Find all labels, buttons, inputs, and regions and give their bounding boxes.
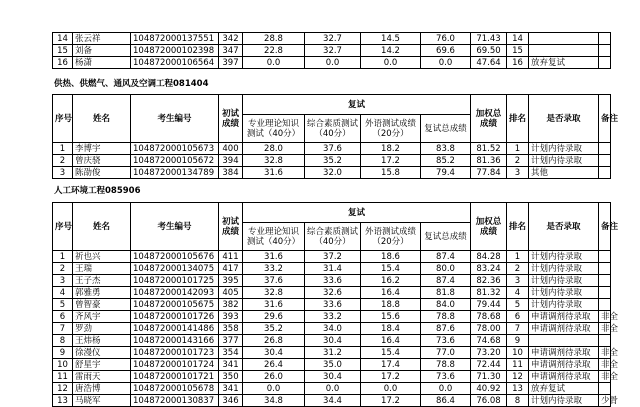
table-row (53, 323, 611, 335)
table-cell: 0.0 (243, 383, 305, 395)
table-row (53, 395, 611, 407)
col-exam-id: 考生编号 (131, 203, 219, 251)
table-cell: 张云祥 (73, 33, 131, 45)
table-row (53, 311, 611, 323)
table-cell: 2 (507, 263, 529, 275)
table-cell: 0.0 (361, 383, 421, 395)
table-cell: 400 (219, 143, 243, 155)
table-cell: 104872000134789 (131, 167, 219, 179)
table-cell: 35.0 (305, 359, 361, 371)
table-cell: 28.0 (243, 143, 305, 155)
table-cell: 78.00 (471, 323, 507, 335)
table-cell: 32.7 (305, 45, 361, 57)
table-row (53, 251, 611, 263)
table-cell: 13 (53, 395, 73, 407)
table-cell: 非全 (599, 347, 611, 359)
table-cell: 0.0 (421, 383, 471, 395)
table-cell: 10 (53, 359, 73, 371)
table-cell: 李博宇 (73, 143, 131, 155)
table-cell: 曾智豪 (73, 299, 131, 311)
table-cell: 411 (219, 251, 243, 263)
table-cell: 3 (507, 167, 529, 179)
table-cell: 申请调剂待录取 (529, 311, 599, 323)
table-cell: 14.2 (361, 45, 421, 57)
table-cell (599, 383, 611, 395)
table-cell: 81.32 (471, 287, 507, 299)
col-weighted: 加权总成绩 (471, 203, 507, 251)
col-weighted: 加权总成绩 (471, 95, 507, 143)
table-row (53, 143, 611, 155)
table-cell: 9 (53, 347, 73, 359)
table-cell: 354 (219, 347, 243, 359)
col-name: 姓名 (73, 95, 131, 143)
table-cell: 杨潇 (73, 57, 131, 69)
table-cell (599, 335, 611, 347)
table-cell: 104872000105672 (131, 155, 219, 167)
col-quality: 综合素质测试（40分） (305, 115, 361, 143)
table-cell: 104872000134075 (131, 263, 219, 275)
col-admit: 是否录取 (529, 95, 599, 143)
table-cell: 83.24 (471, 263, 507, 275)
table-cell: 16 (53, 57, 73, 69)
table-cell: 15 (507, 45, 529, 57)
table-cell: 26.4 (243, 359, 305, 371)
table-cell: 计划内待录取 (529, 299, 599, 311)
table-cell: 32.7 (305, 33, 361, 45)
table-cell: 395 (219, 275, 243, 287)
table-cell: 14.5 (361, 33, 421, 45)
table-cell: 计划内待录取 (529, 275, 599, 287)
col-seq: 序号 (53, 95, 73, 143)
col-retest: 复试 (243, 203, 471, 223)
table-cell: 13 (507, 383, 529, 395)
col-exam-id: 考生编号 (131, 95, 219, 143)
table-cell: 87.4 (421, 251, 471, 263)
table-cell: 0.0 (361, 57, 421, 69)
table-cell: 73.20 (471, 347, 507, 359)
table-cell: 29.6 (243, 311, 305, 323)
table-cell: 104872000101721 (131, 371, 219, 383)
top-table (52, 32, 611, 69)
table-cell: 舒星宇 (73, 359, 131, 371)
table-row (53, 299, 611, 311)
table-cell: 15.4 (361, 263, 421, 275)
table-cell: 5 (53, 299, 73, 311)
table-cell: 2 (53, 155, 73, 167)
table-cell: 104872000105678 (131, 383, 219, 395)
table-cell: 104872000101725 (131, 275, 219, 287)
table-cell: 1 (53, 251, 73, 263)
table-cell: 82.36 (471, 275, 507, 287)
table-cell: 35.2 (243, 323, 305, 335)
table-cell: 382 (219, 299, 243, 311)
table-cell: 0.0 (305, 383, 361, 395)
table-cell: 84.28 (471, 251, 507, 263)
table-cell: 384 (219, 167, 243, 179)
table-cell (599, 57, 611, 69)
table-row (53, 263, 611, 275)
table-cell: 69.50 (471, 45, 507, 57)
table-cell: 15 (53, 45, 73, 57)
table-cell: 12 (507, 371, 529, 383)
table-cell: 刘备 (73, 45, 131, 57)
section-title: 人工环境工程085906 (54, 186, 141, 196)
table-cell: 放弃复试 (529, 383, 599, 395)
table-cell: 12 (53, 383, 73, 395)
table-cell: 1 (507, 143, 529, 155)
col-initial: 初试成绩 (219, 95, 243, 143)
col-retest-total: 复试总成绩 (421, 223, 471, 251)
table-cell: 非全 (599, 323, 611, 335)
table-cell (599, 155, 611, 167)
col-seq: 序号 (53, 203, 73, 251)
table-cell: 104872000143166 (131, 335, 219, 347)
col-initial: 初试成绩 (219, 203, 243, 251)
table-cell: 30.4 (305, 335, 361, 347)
table-cell: 73.6 (421, 371, 471, 383)
table-cell: 74.68 (471, 335, 507, 347)
table-cell: 83.8 (421, 143, 471, 155)
table-cell: 32.6 (305, 287, 361, 299)
table-cell: 3 (53, 275, 73, 287)
table-cell: 76.08 (471, 395, 507, 407)
table-cell (599, 33, 611, 45)
table-cell: 104872000102398 (131, 45, 219, 57)
table-cell: 79.4 (421, 167, 471, 179)
table-cell: 7 (53, 323, 73, 335)
table-cell: 4 (507, 287, 529, 299)
table-cell: 33.2 (305, 311, 361, 323)
table-cell: 104872000105675 (131, 299, 219, 311)
table-cell: 31.2 (305, 347, 361, 359)
section1-table (52, 94, 619, 179)
table-cell: 15.4 (361, 347, 421, 359)
table-cell: 26.0 (243, 371, 305, 383)
table-row (53, 335, 611, 347)
table-cell: 87.6 (421, 323, 471, 335)
table-cell: 16.4 (361, 287, 421, 299)
table-cell: 10 (507, 347, 529, 359)
table-cell: 1 (53, 143, 73, 155)
table-cell: 87.4 (421, 275, 471, 287)
table-cell: 非全 (599, 359, 611, 371)
table-cell: 18.6 (361, 251, 421, 263)
table-cell: 陈劭俊 (73, 167, 131, 179)
table-cell: 80.0 (421, 263, 471, 275)
table-cell: 计划内待录取 (529, 263, 599, 275)
table-cell: 405 (219, 287, 243, 299)
table-cell (599, 299, 611, 311)
table-cell: 71.30 (471, 371, 507, 383)
table-cell: 32.8 (243, 155, 305, 167)
table-cell: 0.0 (243, 57, 305, 69)
table-cell (599, 275, 611, 287)
col-foreign: 外语测试成绩（20分） (361, 115, 421, 143)
table-cell: 104872000106564 (131, 57, 219, 69)
table-cell: 31.6 (243, 251, 305, 263)
table-cell: 37.6 (243, 275, 305, 287)
table-cell: 申请调剂待录取 (529, 359, 599, 371)
table-cell: 计划内待录取 (529, 251, 599, 263)
table-cell (529, 33, 599, 45)
table-cell: 3 (507, 275, 529, 287)
table-cell: 6 (507, 311, 529, 323)
table-cell: 9 (507, 335, 529, 347)
table-cell: 唐浩博 (73, 383, 131, 395)
table-cell: 11 (53, 371, 73, 383)
table-cell: 71.43 (471, 33, 507, 45)
table-row (53, 155, 611, 167)
table-cell: 14 (507, 33, 529, 45)
table-cell: 申请调剂待录取 (529, 323, 599, 335)
table-cell: 32.8 (243, 287, 305, 299)
col-quality: 综合素质测试（40分） (305, 223, 361, 251)
table-row (53, 383, 611, 395)
table-cell: 37.6 (305, 143, 361, 155)
table-cell: 28.8 (243, 33, 305, 45)
table-cell: 王瑞 (73, 263, 131, 275)
table-cell: 350 (219, 371, 243, 383)
col-rank: 排名 (507, 95, 529, 143)
table-cell: 81.8 (421, 287, 471, 299)
table-cell (529, 335, 599, 347)
table-cell: 37.2 (305, 251, 361, 263)
table-cell (599, 143, 611, 155)
table-cell: 16.4 (361, 335, 421, 347)
table-cell: 34.4 (305, 395, 361, 407)
table-cell: 8 (53, 335, 73, 347)
table-cell (599, 45, 611, 57)
table-cell: 3 (53, 167, 73, 179)
table-cell: 377 (219, 335, 243, 347)
col-rank: 排名 (507, 203, 529, 251)
table-cell (599, 287, 611, 299)
table-cell: 84.0 (421, 299, 471, 311)
table-cell: 郭雅勇 (73, 287, 131, 299)
table-cell: 79.44 (471, 299, 507, 311)
col-prof: 专业理论知识测试（40分） (243, 223, 305, 251)
table-cell: 非全 (599, 371, 611, 383)
table-cell: 30.4 (305, 371, 361, 383)
table-cell: 81.52 (471, 143, 507, 155)
table-cell: 徐漫仪 (73, 347, 131, 359)
table-cell: 非全 (599, 311, 611, 323)
table-row (53, 33, 611, 45)
table-cell: 放弃复试 (529, 57, 599, 69)
table-cell: 罗劲 (73, 323, 131, 335)
table-cell: 77.84 (471, 167, 507, 179)
section-title: 供热、供燃气、通风及空调工程081404 (54, 79, 209, 89)
table-cell: 少骨 (599, 395, 611, 407)
table-cell: 26.8 (243, 335, 305, 347)
col-note: 备注 (599, 95, 611, 143)
table-cell: 18.8 (361, 299, 421, 311)
table-cell (599, 263, 611, 275)
table-cell: 0.0 (305, 57, 361, 69)
table-cell: 78.8 (421, 311, 471, 323)
table-cell: 2 (53, 263, 73, 275)
table-cell: 73.6 (421, 335, 471, 347)
table-cell: 104872000137551 (131, 33, 219, 45)
table-cell: 40.92 (471, 383, 507, 395)
table-cell: 7 (507, 323, 529, 335)
table-cell: 346 (219, 395, 243, 407)
table-cell: 104872000101724 (131, 359, 219, 371)
table-cell: 曾庆骁 (73, 155, 131, 167)
table-cell: 申请调剂待录取 (529, 347, 599, 359)
table-cell: 86.4 (421, 395, 471, 407)
table-row (53, 359, 611, 371)
table-cell: 104872000105673 (131, 143, 219, 155)
table-cell: 计划内待录取 (529, 155, 599, 167)
table-cell: 31.6 (243, 167, 305, 179)
col-retest: 复试 (243, 95, 471, 115)
table-row (53, 287, 611, 299)
table-cell: 72.44 (471, 359, 507, 371)
table-cell (599, 167, 611, 179)
table-cell: 14 (53, 33, 73, 45)
table-row (53, 275, 611, 287)
table-cell: 76.0 (421, 33, 471, 45)
table-cell: 17.2 (361, 395, 421, 407)
table-cell: 69.6 (421, 45, 471, 57)
col-retest-total: 复试总成绩 (421, 115, 471, 143)
table-cell: 计划内待录取 (529, 395, 599, 407)
table-cell: 16 (507, 57, 529, 69)
table-cell: 6 (53, 311, 73, 323)
table-cell: 341 (219, 359, 243, 371)
table-cell: 104872000130837 (131, 395, 219, 407)
table-cell: 18.2 (361, 143, 421, 155)
table-cell: 81.36 (471, 155, 507, 167)
table-cell: 17.2 (361, 371, 421, 383)
col-note: 备注 (599, 203, 611, 251)
table-cell: 15.8 (361, 167, 421, 179)
table-cell: 22.8 (243, 45, 305, 57)
table-cell: 397 (219, 57, 243, 69)
table-cell: 341 (219, 383, 243, 395)
table-cell: 104872000105676 (131, 251, 219, 263)
section2-table (52, 202, 619, 407)
table-cell: 雷雨天 (73, 371, 131, 383)
table-cell: 33.2 (243, 263, 305, 275)
table-cell: 11 (507, 359, 529, 371)
table-cell: 16.2 (361, 275, 421, 287)
table-cell: 8 (507, 395, 529, 407)
table-row (53, 347, 611, 359)
table-cell: 394 (219, 155, 243, 167)
table-cell: 齐风宇 (73, 311, 131, 323)
table-cell: 0.0 (421, 57, 471, 69)
table-cell: 33.6 (305, 275, 361, 287)
table-cell: 417 (219, 263, 243, 275)
table-cell: 342 (219, 33, 243, 45)
table-cell: 393 (219, 311, 243, 323)
table-cell: 347 (219, 45, 243, 57)
table-cell: 17.4 (361, 359, 421, 371)
table-cell: 77.0 (421, 347, 471, 359)
table-row (53, 45, 611, 57)
table-cell: 王子杰 (73, 275, 131, 287)
table-cell: 其他 (529, 167, 599, 179)
table-cell: 计划内待录取 (529, 143, 599, 155)
table-cell: 17.2 (361, 155, 421, 167)
table-cell: 2 (507, 155, 529, 167)
table-cell: 31.4 (305, 263, 361, 275)
table-cell: 5 (507, 299, 529, 311)
table-cell: 计划内待录取 (529, 287, 599, 299)
table-cell: 王炜杨 (73, 335, 131, 347)
table-cell (599, 251, 611, 263)
table-cell: 1 (507, 251, 529, 263)
table-cell: 18.4 (361, 323, 421, 335)
table-cell: 30.4 (243, 347, 305, 359)
table-row (53, 167, 611, 179)
table-cell: 32.0 (305, 167, 361, 179)
table-cell: 85.2 (421, 155, 471, 167)
table-cell: 104872000101723 (131, 347, 219, 359)
table-cell: 78.8 (421, 359, 471, 371)
table-cell: 34.0 (305, 323, 361, 335)
table-cell: 35.2 (305, 155, 361, 167)
table-cell: 马晓军 (73, 395, 131, 407)
table-cell: 47.64 (471, 57, 507, 69)
table-cell: 申请调剂待录取 (529, 371, 599, 383)
table-cell: 33.6 (305, 299, 361, 311)
table-cell: 358 (219, 323, 243, 335)
table-row (53, 371, 611, 383)
col-admit: 是否录取 (529, 203, 599, 251)
table-cell: 34.8 (243, 395, 305, 407)
col-name: 姓名 (73, 203, 131, 251)
table-cell: 104872000101726 (131, 311, 219, 323)
col-foreign: 外语测试成绩（20分） (361, 223, 421, 251)
table-cell (529, 45, 599, 57)
col-prof: 专业理论知识测试（40分） (243, 115, 305, 143)
table-row (53, 57, 611, 69)
table-cell: 31.6 (243, 299, 305, 311)
table-cell: 104872000142093 (131, 287, 219, 299)
table-cell: 祈也兴 (73, 251, 131, 263)
table-cell: 4 (53, 287, 73, 299)
table-cell: 78.68 (471, 311, 507, 323)
table-cell: 104872000141486 (131, 323, 219, 335)
table-cell: 15.6 (361, 311, 421, 323)
